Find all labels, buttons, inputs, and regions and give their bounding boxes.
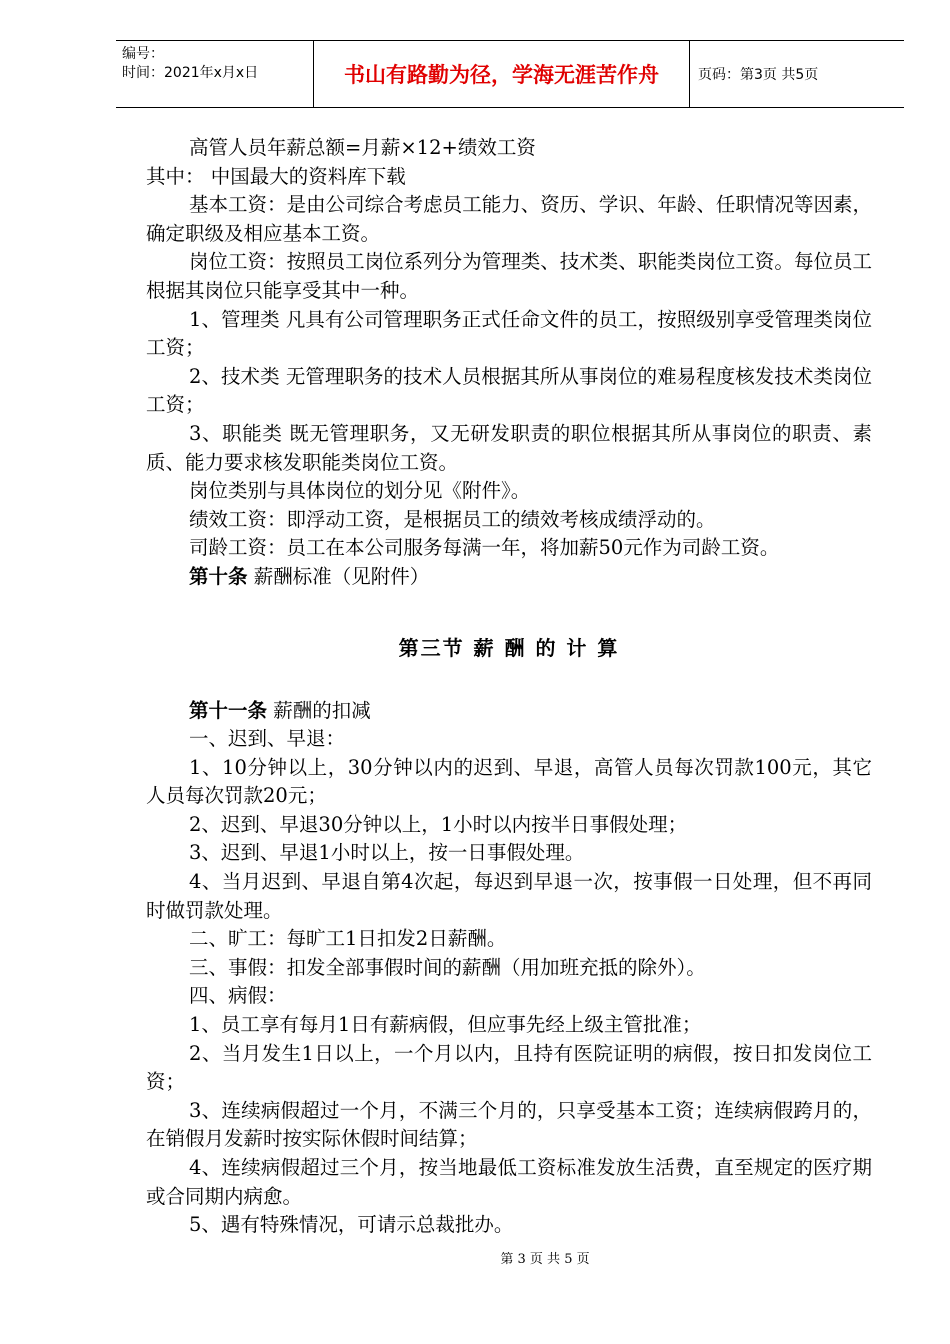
header-motto: 书山有路勤为径，学海无涯苦作舟 xyxy=(314,41,690,107)
paragraph: 其中： 中国最大的资料库下载 xyxy=(146,164,406,188)
paragraph: 二、旷工：每旷工1日扣发2日薪酬。 xyxy=(189,927,507,951)
section-title: 第三节 薪 酬 的 计 算 xyxy=(398,635,620,660)
paragraph: 4、当月迟到、早退自第4次起，每迟到早退一次，按事假一日处理，但不再同时做罚款处理。 xyxy=(146,870,872,922)
paragraph: 1、管理类 凡具有公司管理职务正式任命文件的员工，按照级别享受管理类岗位工资； xyxy=(146,307,872,360)
paragraph: 1、10分钟以上，30分钟以内的迟到、早退，高管人员每次罚款100元，其它人员每次罚款20元； xyxy=(146,755,872,808)
article-10 xyxy=(146,563,872,592)
paragraph: 高管人员年薪总额=月薪×12+绩效工资 xyxy=(189,136,536,159)
paragraph: 四、病假： xyxy=(189,984,287,1008)
paragraph: 绩效工资：即浮动工资，是根据员工的绩效考核成绩浮动的。 xyxy=(189,507,716,531)
paragraph: 2、技术类 无管理职务的技术人员根据其所从事岗位的难易程度核发技术类岗位工资； xyxy=(146,364,872,417)
paragraph: 5、遇有特殊情况，可请示总裁批办。 xyxy=(189,1213,514,1237)
paragraph: 1、员工享有每月1日有薪病假，但应事先经上级主管批准； xyxy=(189,1013,702,1037)
paragraph: 2、当月发生1日以上，一个月以内，且持有医院证明的病假，按日扣发岗位工资； xyxy=(146,1041,872,1094)
article-text: 薪酬标准（见附件） xyxy=(247,564,430,588)
document-body xyxy=(146,134,872,1240)
article-text: 薪酬的扣减 xyxy=(267,698,371,722)
article-label: 第十一条 xyxy=(189,698,268,722)
paragraph: 基本工资：是由公司综合考虑员工能力、资历、学识、年龄、任职情况等因素，确定职级及相应基本工资。 xyxy=(146,193,872,245)
paragraph: 岗位类别与具体岗位的划分见《附件》。 xyxy=(189,479,531,503)
paragraph: 3、连续病假超过一个月，不满三个月的，只享受基本工资；连续病假跨月的，在销假月发薪时按实际休假时间结算； xyxy=(146,1098,872,1151)
article-11 xyxy=(146,697,872,726)
header-page: 页码：第3页 共5页 xyxy=(698,67,819,83)
paragraph: 3、迟到、早退1小时以上，按一日事假处理。 xyxy=(189,841,585,865)
header-time: 时间：2021年x月x日 xyxy=(122,65,259,81)
header-number: 编号： xyxy=(122,46,164,62)
article-label: 第十条 xyxy=(189,564,248,588)
paragraph: 3、职能类 既无管理职务，又无研发职责的职位根据其所从事岗位的职责、素质、能力要求核发职能类岗位工资。 xyxy=(146,421,872,474)
paragraph: 2、迟到、早退30分钟以上，1小时以内按半日事假处理； xyxy=(189,812,688,836)
paragraph: 4、连续病假超过三个月，按当地最低工资标准发放生活费，直至规定的医疗期或合同期内病愈。 xyxy=(146,1156,872,1208)
paragraph: 一、迟到、早退： xyxy=(189,727,346,751)
header-meta xyxy=(116,41,314,107)
page-footer: 第 3 页 共 5 页 xyxy=(500,1252,590,1267)
paragraph: 司龄工资：员工在本公司服务每满一年，将加薪50元作为司龄工资。 xyxy=(189,536,780,560)
paragraph: 岗位工资：按照员工岗位系列分为管理类、技术类、职能类岗位工资。每位员工根据其岗位只能享受其中一种。 xyxy=(146,250,872,302)
page-header xyxy=(116,40,904,108)
paragraph: 三、事假：扣发全部事假时间的薪酬（用加班充抵的除外）。 xyxy=(189,955,706,979)
